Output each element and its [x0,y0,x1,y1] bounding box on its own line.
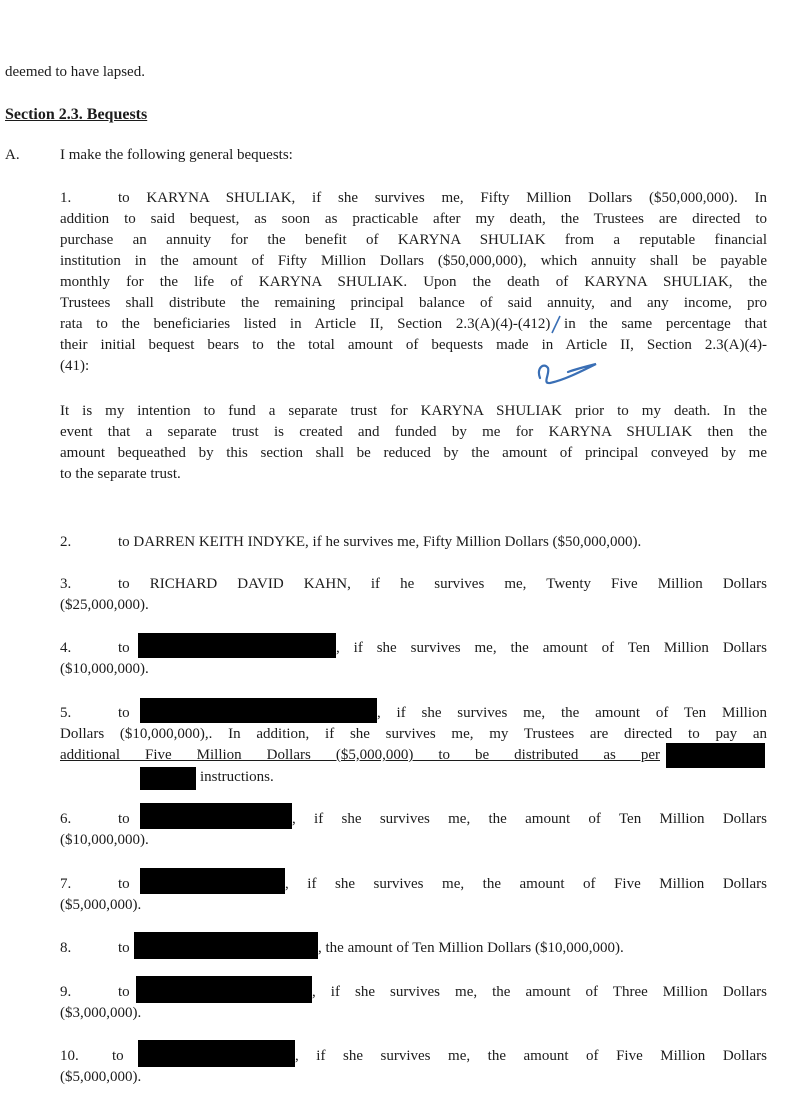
item-8-number: 8. [60,940,72,956]
intro-line: deemed to have lapsed. [5,64,145,80]
item-1-line: their initial bequest bears to the total amount of bequests made in Article II, Section 2.3(A)(4)- [60,337,767,353]
item-4-number: 4. [60,640,72,656]
item-2-text: to DARREN KEITH INDYKE, if he survives me, Fifty Million Dollars ($50,000,000). [118,534,642,550]
redaction-bar [140,868,285,894]
redaction-bar [138,1040,295,1067]
item-6-line2: ($10,000,000). [60,832,149,848]
item-6-after: , if she survives me, the amount of Ten Million Dollars [292,811,767,827]
item-1-line: (41): [60,358,90,374]
item-10-to: to [112,1048,124,1064]
item-10-after: , if she survives me, the amount of Five Million Dollars [295,1048,767,1064]
item-6-to: to [118,811,130,827]
item-1-number: 1. [60,190,72,206]
separate-trust-line: event that a separate trust is created and funded by me for KARYNA SHULIAK then the [60,424,767,440]
item-7-number: 7. [60,876,72,892]
item-5-after: , if she survives me, the amount of Ten Million [377,705,767,721]
paragraph-a-marker: A. [5,147,20,163]
item-2-number: 2. [60,534,72,550]
item-10-number: 10. [60,1048,79,1064]
item-5-line2: Dollars ($10,000,000),. In addition, if she survives me, my Trustees are directed to pay an [60,726,767,742]
redaction-bar [138,633,336,658]
item-9-to: to [118,984,130,1000]
redaction-bar [666,743,765,768]
item-4-to: to [118,640,130,656]
item-9-after: , if she survives me, the amount of Three Million Dollars [312,984,767,1000]
item-5-line3: additional Five Million Dollars ($5,000,000) to be distributed as per [60,747,660,763]
item-5-line4: instructions. [200,769,274,785]
item-1-line: purchase an annuity for the benefit of KARYNA SHULIAK from a reputable financial [60,232,767,248]
redaction-bar [140,698,377,723]
redaction-bar [140,767,196,790]
item-5-to: to [118,705,130,721]
separate-trust-line: to the separate trust. [60,466,181,482]
separate-trust-line: It is my intention to fund a separate trust for KARYNA SHULIAK prior to my death. In the [60,403,767,419]
item-9-line2: ($3,000,000). [60,1005,142,1021]
handwritten-initials-icon [530,306,610,391]
item-9-number: 9. [60,984,72,1000]
item-7-to: to [118,876,130,892]
item-3-number: 3. [60,576,72,592]
item-7-after: , if she survives me, the amount of Five Million Dollars [285,876,767,892]
item-6-number: 6. [60,811,72,827]
redaction-bar [134,932,318,959]
item-1-line: Trustees shall distribute the remaining principal balance of said annuity, and any income, pro [60,295,767,311]
item-7-line2: ($5,000,000). [60,897,142,913]
item-1-line: addition to said bequest, as soon as practicable after my death, the Trustees are directed to [60,211,767,227]
item-8-after: , the amount of Ten Million Dollars ($10,000,000). [318,940,624,956]
item-1-line: institution in the amount of Fifty Million Dollars ($50,000,000), which annuity shall be payable [60,253,767,269]
redaction-bar [136,976,312,1003]
item-1-line: monthly for the life of KARYNA SHULIAK. Upon the death of KARYNA SHULIAK, the [60,274,767,290]
item-1-line: to KARYNA SHULIAK, if she survives me, Fifty Million Dollars ($50,000,000). In [118,190,767,206]
item-1-line: rata to the beneficiaries listed in Article II, Section 2.3(A)(4)-(412) in the same percentage that [60,316,767,332]
item-4-line2: ($10,000,000). [60,661,149,677]
item-5-number: 5. [60,705,72,721]
item-3-line2: ($25,000,000). [60,597,149,613]
separate-trust-line: amount bequeathed by this section shall be reduced by the amount of principal conveyed by me [60,445,767,461]
section-heading: Section 2.3. Bequests [5,106,148,123]
paragraph-a-text: I make the following general bequests: [60,147,293,163]
item-4-after: , if she survives me, the amount of Ten Million Dollars [336,640,767,656]
redaction-bar [140,803,292,829]
item-10-line2: ($5,000,000). [60,1069,142,1085]
item-8-to: to [118,940,130,956]
item-3-line1: to RICHARD DAVID KAHN, if he survives me, Twenty Five Million Dollars [118,576,767,592]
